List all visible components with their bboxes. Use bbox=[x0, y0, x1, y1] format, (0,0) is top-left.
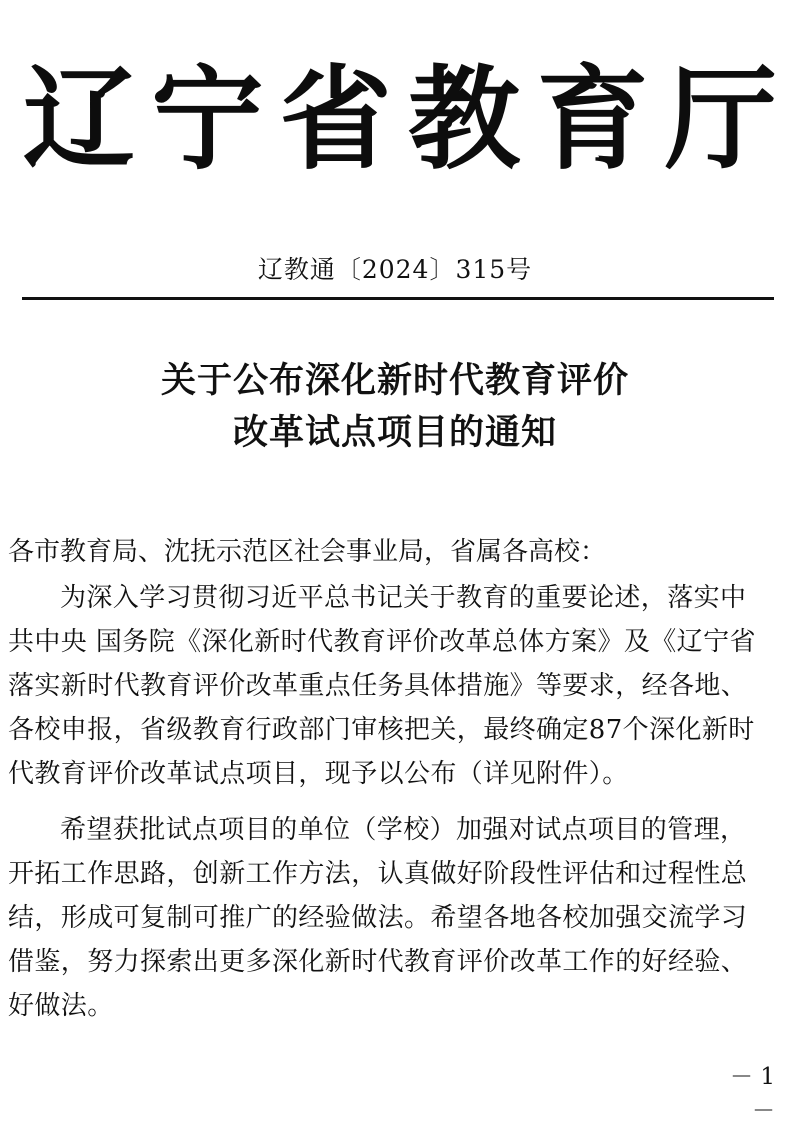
paragraph-1-line-5: 代教育评价改革试点项目，现予以公布（详见附件）。 bbox=[8, 759, 629, 789]
paragraph-2-line-4: 借鉴，努力探索出更多深化新时代教育评价改革工作的好经验、 bbox=[8, 947, 748, 977]
masthead-char-ting: 厅 bbox=[664, 54, 777, 185]
document-number: 辽教通〔2024〕315号 bbox=[257, 255, 533, 284]
title-line-1: 关于公布深化新时代教育评价 bbox=[160, 361, 629, 401]
header-divider bbox=[22, 297, 774, 300]
masthead-char-ning: 宁 bbox=[151, 54, 264, 185]
paragraph-2-line-3: 结，形成可复制可推广的经验做法。希望各地各校加强交流学习 bbox=[8, 903, 748, 933]
paragraph-gap bbox=[8, 796, 780, 808]
paragraph-2-line-1: 希望获批试点项目的单位（学校）加强对试点项目的管理， bbox=[60, 815, 747, 845]
masthead-char-jiao: 教 bbox=[408, 54, 521, 185]
notice-title bbox=[60, 355, 730, 459]
title-line-2: 改革试点项目的通知 bbox=[232, 413, 557, 453]
paragraph-1-line-3: 落实新时代教育评价改革重点任务具体措施》等要求，经各地、 bbox=[8, 671, 748, 701]
recipient-line: 各市教育局、沈抚示范区社会事业局，省属各高校： bbox=[8, 537, 607, 567]
masthead-char-yu: 育 bbox=[536, 54, 649, 185]
masthead-char-sheng: 省 bbox=[279, 54, 392, 185]
paragraph-1-line-4: 各校申报，省级教育行政部门审核把关，最终确定87个深化新时 bbox=[8, 715, 755, 745]
masthead-char-liao: 辽 bbox=[23, 54, 135, 185]
paragraph-2-line-2: 开拓工作思路，创新工作方法，认真做好阶段性评估和过程性总 bbox=[8, 859, 748, 889]
paragraph-2-line-5: 好做法。 bbox=[8, 991, 114, 1021]
paragraph-1-line-1: 为深入学习贯彻习近平总书记关于教育的重要论述，落实中 bbox=[60, 583, 747, 613]
issuer-masthead bbox=[20, 55, 780, 185]
notice-body bbox=[8, 576, 780, 1028]
page-number: － 1 － bbox=[730, 1064, 775, 1124]
paragraph-1-line-2: 共中央 国务院《深化新时代教育评价改革总体方案》及《辽宁省 bbox=[8, 627, 756, 657]
